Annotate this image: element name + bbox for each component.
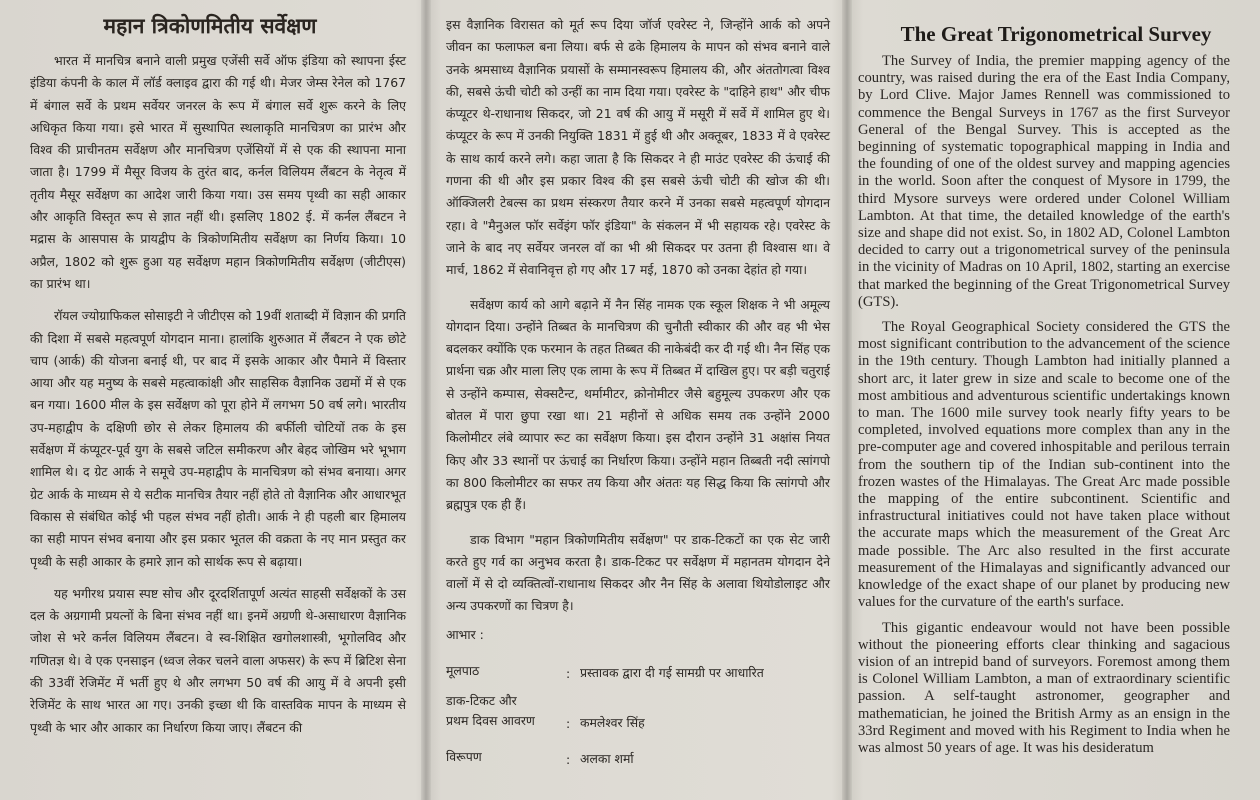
hindi-panel-middle — [432, 0, 844, 800]
hindi-title: महान त्रिकोणमितीय सर्वेक्षण — [103, 14, 317, 38]
fold-line-left — [421, 0, 431, 800]
hindi-paragraph-3: यह भगीरथ प्रयास स्पष्ट सोच और दूरदर्शितापूर्ण अत्यंत साहसी सर्वेक्षकों के उस दल के अग्रगामी प्रयत्नों के बिना संभव नहीं था। इनमें अग्रणी थे-असाधारण वैज्ञानिक जोश से भरे कर्नल विलियम लैंबटन। वे स्व-शिक्षित खगोलशास्त्री, भूगोलविद और गणितज्ञ थे। वे एक एनसाइन (ध्वज लेकर चलने वाला अफसर) के रूप में ब्रिटिश सेना की 33वीं रेजिमेंट में भर्ती हुए थे और लगभग 50 वर्ष की आयु में वे अपनी इसी रेजिमेंट के साथ भारत आ गए। उनकी इच्छा थी कि वास्तविक मापन के माध्यम से पृथ्वी के भार और आकार का निर्धारण किया जाए। लैंबटन की — [30, 585, 406, 735]
ack-label: मूलपाठ — [446, 662, 480, 678]
ack-value: प्रस्तावक द्वारा दी गई सामग्री पर आधारित — [580, 664, 764, 680]
fold-line-right — [842, 0, 852, 800]
english-title: The Great Trigonometrical Survey — [900, 22, 1212, 46]
ack-row-cancellation — [446, 741, 830, 767]
ack-colon: : — [566, 665, 571, 681]
ack-row-text — [446, 655, 830, 681]
hindi-panel-left — [0, 0, 420, 800]
ack-label: विरूपण — [446, 748, 482, 764]
english-panel — [852, 0, 1260, 800]
ack-value: अलका शर्मा — [580, 750, 634, 766]
ack-colon: : — [566, 715, 571, 731]
hindi-paragraph-5: सर्वेक्षण कार्य को आगे बढ़ाने में नैन सिंह नामक एक स्कूल शिक्षक ने भी अमूल्य योगदान दिया। उन्होंने तिब्बत के मानचित्रण की चुनौती स्वीकार की और वह भी भेस बदलकर क्योंकि एक फरमान के तहत तिब्बत की नाकेबंदी कर दी गई थी। नैन सिंह एक प्रार्थना चक्र और माला लिए एक लामा के रूप में तिब्बत में दाखिल हुए। पर बड़ी चतुराई से उन्होंने कम्पास, सेक्सटैन्ट, थर्मामीटर, क्रोनोमीटर जैसे बहुमूल्य उपकरण और एक बोतल में पारा छुपा रखा था। 21 महीनों से अधिक समय तक उन्होंने 2000 किलोमीटर लंबे व्यापार रूट का सर्वेक्षण किया। इस दौरान उन्होंने 31 अक्षांस नियत किए और 33 स्थानों पर ऊंचाई का निर्धारण किया। उन्होंने महान तिब्बती नदी त्सांगपो का 800 किलोमीटर का सफर तय किया और अंततः यह सिद्ध किया कि त्सांगपो और ब्रह्मपुत्र एक ही हैं। — [446, 296, 830, 513]
ack-value: कमलेश्वर सिंह — [580, 714, 645, 730]
english-paragraph-1: The Survey of India, the premier mapping agency of the country, was raised during the era of the East India Company, by Lord Clive. Major James Rennell was commissioned to commence the Bengal Surveys in 1767 as the first Surveyor General of the Bengal Survey. This is accepted as the beginning of systematic topographical mapping in India and the founding of one of the oldest survey and mapping agencies in the world. Soon after the conquest of Mysore in 1799, the third Mysore surveys were ordered under Colonel William Lambton. At that time, the detailed knowledge of the earth's size and shape did not exist. So, in 1802 AD, Colonel Lambton decided to carry out a trigonometrical survey of the peninsula in the vicinity of Madras on 10 April, 1802, starting an exercise that marked the beginning of the Great Trigonometrical Survey (GTS). — [858, 53, 1230, 310]
english-paragraph-2: The Royal Geographical Society considered the GTS the most significant contribution to the advancement of the science in the 19th century. Though Lambton had initially planned a short arc, it later grew in size and scale to become one of the most ambitious and adventurous scientific undertakings known to man. The 1600 mile survey took nearly fifty years to be completed, involved equations more complex than any in the pre-computer age and covered inhospitable and perilous terrain from the southern tip of the Indian sub-continent into the frozen wastes of the Himalayas. The Great Arc made possible the mapping of the entire subcontinent. Scientific and infrastructural initiatives could not have taken place without the accurate maps which the measurement of the Great Arc made possible. The Arc also resulted in the first accurate measurement of the Himalayas and significantly advanced our knowledge of the exact shape of our planet by producing new values for the curvature of the earth's surface. — [858, 319, 1230, 611]
english-paragraph-3: This gigantic endeavour would not have been possible without the pioneering efforts clear thinking and sagacious vision of an intrepid band of surveyors. Foremost among them is Colonel William Lambton, a man of extraordinary scientific passion. A self-taught astronomer, geographer and mathematician, he joined the British Army as an ensign in the 33rd Regiment and moved with his Regiment to India when he was almost 50 years of age. It was his desideratum — [858, 619, 1230, 756]
hindi-paragraph-1: भारत में मानचित्र बनाने वाली प्रमुख एजेंसी सर्वे ऑफ इंडिया को स्थापना ईस्ट इंडिया कंपनी के काल में लॉर्ड क्लाइव द्वारा की गई थी। मेजर जेम्स रेनेल को 1767 में बंगाल सर्वे के प्रथम सर्वेयर जनरल के रूप में बंगाल सर्वे शुरू करने के लिए अधिकृत किया गया। इसे भारत में सुस्थापित स्थलाकृति मानचित्रण का प्रारंभ और विश्व की प्राचीनतम सर्वेक्षण और मानचित्रण एजेंसियों में से एक की स्थापना माना जाता है। 1799 में मैसूर विजय के तुरंत बाद, कर्नल विलियम लैंबटन के नेतृत्व में तृतीय मैसूर सर्वेक्षण का आदेश जारी किया गया। उस समय पृथ्वी का सही आकार और आकृति विस्तृत रूप से ज्ञात नहीं थी। इसलिए 1802 ई. में कर्नल लैंबटन ने मद्रास के आसपास के प्रायद्वीप के त्रिकोणमितीय सर्वेक्षण का निर्णय किया। 10 अप्रैल, 1802 को शुरू हुआ यह सर्वेक्षण महान त्रिकोणमितीय सर्वेक्षण (जीटीएस) का प्रारंभ था। — [30, 53, 406, 291]
acknowledgement-heading: आभार : — [446, 626, 484, 642]
ack-row-stamp — [446, 691, 830, 731]
hindi-paragraph-4: इस वैज्ञानिक विरासत को मूर्त रूप दिया जॉर्ज एवरेस्ट ने, जिन्होंने आर्क को अपने जीवन का फलाफल बना लिया। बर्फ से ढके हिमालय के मापन को संभव बनाने वाले उनके श्रमसाध्य वैज्ञानिक प्रयासों के सम्मानस्वरूप हिमालय की, और अंततोगत्वा विश्व की, सबसे ऊंची चोटी को उन्हीं का नाम दिया गया। एवरेस्ट के "दाहिने हाथ" और चीफ कंप्यूटर थे-राधानाथ सिकदर, जो 21 वर्ष की आयु में मसूरी में सर्वे में शामिल हुए थे। कंप्यूटर के रूप में उनकी नियुक्ति 1831 में हुई थी और अक्तूबर, 1833 में वे एवरेस्ट के साथ कार्य करने लगे। कहा जाता है कि सिकदर ने ही माउंट एवरेस्ट की ऊंचाई की गणना की थी और इस प्रकार विश्व की इस सबसे ऊंची चोटी की खोज की थी। ऑक्जिलरी टेबल्स का प्रथम संस्करण तैयार करने में उनका सबसे महत्वपूर्ण योगदान रहा। वे "मैनुअल फॉर सर्वेइंग फॉर इंडिया" के संकलन में भी सहायक रहे। एवरेस्ट के जाने के बाद नए सर्वेयर जनरल वॉ का भी श्री सिकदर पर उतना ही विश्वास था। वे मार्च, 1862 में सेवानिवृत्त हो गए और 17 मई, 1870 को उनका देहांत हो गया। — [446, 17, 830, 278]
ack-colon: : — [566, 751, 571, 767]
acknowledgement-block — [446, 626, 830, 767]
ack-label: डाक-टिकट और प्रथम दिवस आवरण — [446, 692, 535, 728]
hindi-paragraph-2: रॉयल ज्योग्राफिकल सोसाइटी ने जीटीएस को 19वीं शताब्दी में विज्ञान की प्रगति की दिशा में सबसे महत्वपूर्ण योगदान माना। हालांकि शुरुआत में लैंबटन ने एक छोटे चाप (आर्क) की योजना बनाई थी, पर बाद में इसके आकार और पैमाने में विस्तार आया और यह मनुष्य के सबसे महत्वाकांक्षी और साहसिक वैज्ञानिक उद्यमों में से एक बन गया। 1600 मील के इस सर्वेक्षण को पूरा होने में लगभग 50 वर्ष लगे। भारतीय उप-महाद्वीप के दक्षिणी छोर से लेकर हिमालय की बर्फीली चोटियों तक के इस सर्वेक्षण में कंप्यूटर-पूर्व युग के सबसे जटिल समीकरण और बेहद जोखिम भरे भूभाग शामिल थे। द ग्रेट आर्क ने समूचे उप-महाद्वीप के मानचित्रण को संभव बनाया। अगर ग्रेट आर्क के माध्यम से ये सटीक मानचित्र तैयार नहीं होते तो वैज्ञानिक और आधारभूत विकास से संबंधित कोई भी पहल संभव नहीं होती। आर्क ने ही पहली बार हिमालय का सही मापन संभव बनाया और इस प्रकार भूतल की वक्रता के नए मान प्रस्तुत कर पृथ्वी के सही आकार के हमारे ज्ञान को सार्थक रूप से बढ़ाया। — [30, 308, 406, 569]
hindi-paragraph-6: डाक विभाग "महान त्रिकोणमितीय सर्वेक्षण" पर डाक-टिकटों का एक सेट जारी करते हुए गर्व का अनुभव करता है। डाक-टिकट पर सर्वेक्षण में महानतम योगदान देने वालों में से दो व्यक्तित्वों-राधानाथ सिकदर और नैन सिंह के अलावा थियोडोलाइट और अन्य उपकरणों का चित्रण है। — [446, 531, 830, 614]
